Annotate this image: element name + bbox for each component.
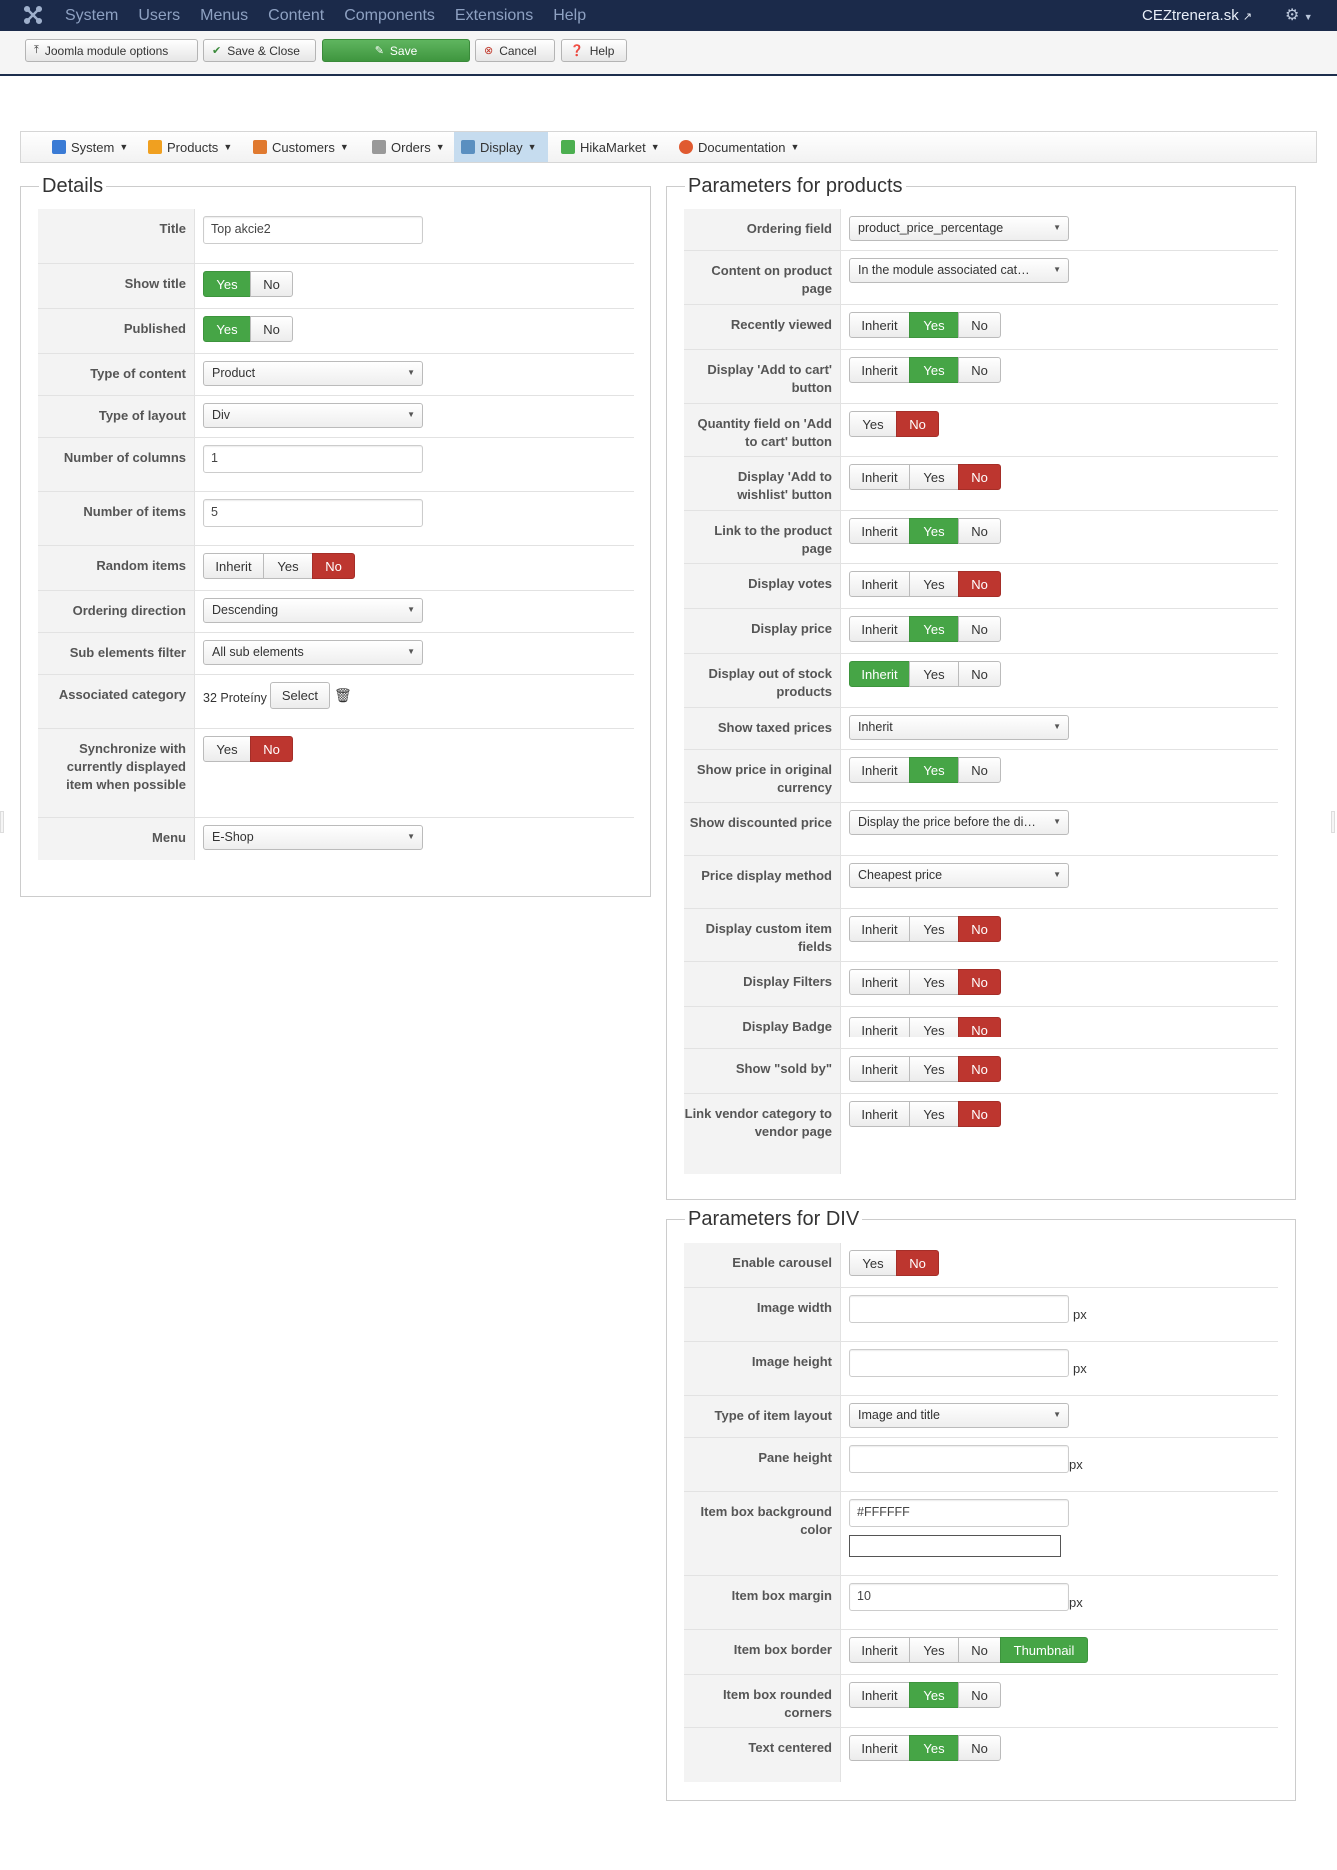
div-legend: Parameters for DIV [688,1208,860,1230]
no-button[interactable]: No [958,757,1001,783]
sold-by-toggle [849,1056,1270,1082]
tab-hikamarket[interactable] [554,132,667,162]
inherit-button[interactable]: Inherit [849,1637,910,1663]
bg-color-input[interactable]: #FFFFFF [849,1499,1069,1527]
row-price-method [684,856,1278,909]
row-centered [684,1728,1278,1782]
row-type-layout [38,396,634,438]
out-stock-label: Display out of stock products [684,654,841,707]
customers-icon [253,140,267,154]
save-close-button[interactable] [203,39,316,62]
thumbnail-button[interactable]: Thumbnail [1000,1637,1088,1663]
cancel-button[interactable] [475,39,555,62]
no-button[interactable]: No [250,271,293,297]
products-legend: Parameters for products [688,175,903,197]
row-bg-color [684,1492,1278,1576]
badge-label: Display Badge [684,1007,841,1048]
lifebuoy-icon [679,140,693,154]
row-border [684,1630,1278,1675]
discounted-select[interactable]: Display the price before the di… ▼ [849,810,1069,835]
orig-currency-toggle [849,757,1270,783]
price-label: Display price [684,609,841,653]
tab-display[interactable] [454,132,548,162]
row-title [38,209,634,264]
row-random [38,546,634,591]
qty-field-toggle [849,411,1270,437]
site-link[interactable] [1142,7,1252,24]
custom-fields-toggle [849,916,1270,942]
sold-by-label: Show "sold by" [684,1049,841,1093]
row-sub-filter [38,633,634,675]
row-num-columns [38,438,634,492]
menu-system[interactable]: System [65,7,119,24]
row-img-height [684,1342,1278,1396]
inherit-button[interactable]: Inherit [849,1735,910,1761]
row-pane-height [684,1438,1278,1492]
yes-button[interactable]: Yes [909,464,959,490]
synchronize-label: Synchronize with currently displayed item when possible [38,729,195,817]
row-badge [684,1007,1278,1049]
caret-icon: ▼ [223,142,233,152]
ordering-field-label: Ordering field [684,209,841,250]
row-synchronize [38,729,634,818]
row-menu [38,818,634,860]
recently-viewed-toggle [849,312,1270,338]
votes-label: Display votes [684,564,841,608]
bg-color-label: Item box background color [684,1492,841,1575]
row-taxed [684,708,1278,750]
no-button[interactable]: No [958,969,1001,995]
menu-users[interactable]: Users [138,7,181,24]
no-button[interactable]: No [250,316,293,342]
inherit-button[interactable]: Inherit [849,1101,910,1127]
yes-button[interactable]: Yes [203,271,251,297]
no-button[interactable]: No [896,411,939,437]
row-item-layout [684,1396,1278,1438]
pane-height-input[interactable] [849,1445,1069,1473]
ordering-field-select[interactable]: product_price_percentage ▼ [849,216,1069,241]
type-layout-label: Type of layout [38,396,195,437]
yes-button[interactable]: Yes [909,571,959,597]
content-page-select[interactable]: In the module associated cat… ▼ [849,258,1069,283]
yes-button[interactable]: Yes [909,1017,959,1037]
row-wishlist [684,457,1278,511]
row-custom-fields [684,909,1278,962]
toolbar [0,31,1337,76]
caret-icon: ▼ [650,142,660,152]
yes-button[interactable]: Yes [909,616,959,642]
tab-orders[interactable] [365,132,452,162]
hikashop-menu-bar [20,131,1317,163]
px-unit: px [1069,1457,1083,1472]
inherit-button[interactable]: Inherit [849,312,910,338]
menu-label: Menu [38,818,195,860]
published-toggle [203,316,626,342]
filters-toggle [849,969,1270,995]
yes-button[interactable]: Yes [909,1101,959,1127]
title-input[interactable]: Top akcie2 [203,216,423,244]
img-width-input[interactable] [849,1295,1069,1323]
no-button[interactable]: No [958,1017,1001,1037]
pane-height-label: Pane height [684,1438,841,1491]
yes-button[interactable]: Yes [909,969,959,995]
yes-button[interactable]: Yes [909,1056,959,1082]
tab-documentation[interactable] [672,132,806,162]
inherit-button[interactable]: Inherit [849,969,910,995]
row-link-vendor [684,1094,1278,1174]
left-edge-handle[interactable] [0,811,4,833]
item-layout-select[interactable]: Image and title ▼ [849,1403,1069,1428]
row-out-stock [684,654,1278,708]
inherit-button[interactable]: Inherit [849,464,910,490]
carousel-toggle [849,1250,1270,1276]
no-button[interactable]: No [250,736,293,762]
row-qty-field [684,404,1278,457]
no-button[interactable]: No [958,1682,1001,1708]
site-name: CEZtrenera.sk [1142,7,1239,24]
yes-button[interactable]: Yes [263,553,313,579]
select-category-button[interactable]: Select [270,682,330,709]
no-button[interactable]: No [958,1735,1001,1761]
row-discounted [684,803,1278,856]
no-button[interactable]: No [312,553,355,579]
hikamarket-icon [561,140,575,154]
border-label: Item box border [684,1630,841,1674]
top-nav-bar [0,0,1337,31]
row-add-cart [684,350,1278,404]
sub-filter-label: Sub elements filter [38,633,195,674]
no-button[interactable]: No [958,571,1001,597]
joomla-logo-icon[interactable] [22,5,44,25]
custom-fields-label: Display custom item fields [684,909,841,961]
module-options-label: Joomla module options [44,43,169,58]
img-height-label: Image height [684,1342,841,1395]
num-columns-input[interactable]: 1 [203,445,423,473]
row-orig-currency [684,750,1278,803]
no-button[interactable]: No [958,661,1001,687]
menu-extensions[interactable]: Extensions [454,7,534,24]
yes-button[interactable]: Yes [909,916,959,942]
inherit-button[interactable]: Inherit [203,553,264,579]
admin-menu [65,7,606,25]
centered-toggle [849,1735,1270,1761]
margin-input[interactable]: 10 [849,1583,1069,1611]
price-method-select[interactable]: Cheapest price ▼ [849,863,1069,888]
px-unit: px [1069,1595,1083,1610]
menu-components[interactable]: Components [344,7,435,24]
yes-button[interactable]: Yes [909,357,959,383]
trash-icon[interactable]: 🗑 [333,687,352,703]
row-published [38,309,634,354]
tab-label: Products [167,139,219,155]
row-link-product [684,511,1278,564]
link-product-label: Link to the product page [684,511,841,563]
add-cart-label: Display 'Add to cart' button [684,350,841,403]
tab-system[interactable] [45,132,135,162]
module-options-button[interactable] [25,39,198,62]
row-filters [684,962,1278,1007]
row-show-title [38,264,634,309]
edit-icon: ✎ [374,45,384,57]
help-label: Help [589,43,615,58]
row-associated-category [38,675,634,729]
synchronize-toggle [203,736,626,762]
px-unit: px [1073,1361,1087,1376]
yes-button[interactable]: Yes [203,736,251,762]
check-icon: ✔ [212,45,222,57]
yes-button[interactable]: Yes [849,1250,897,1276]
caret-icon: ▼ [339,142,349,152]
link-product-toggle [849,518,1270,544]
random-toggle [203,553,626,579]
rounded-label: Item box rounded corners [684,1675,841,1727]
type-layout-select[interactable]: Div ▼ [203,403,423,428]
centered-label: Text centered [684,1728,841,1782]
cancel-label: Cancel [499,43,537,58]
display-icon [461,140,475,154]
inherit-button[interactable]: Inherit [849,571,910,597]
filters-label: Display Filters [684,962,841,1006]
row-margin [684,1576,1278,1630]
color-swatch[interactable] [849,1535,1061,1557]
add-cart-toggle [849,357,1270,383]
tab-label: System [71,139,115,155]
img-width-label: Image width [684,1288,841,1341]
yes-button[interactable]: Yes [909,1735,959,1761]
no-button[interactable]: No [958,464,1001,490]
content-page-label: Content on product page [684,251,841,304]
row-sold-by [684,1049,1278,1094]
row-rounded [684,1675,1278,1728]
qty-field-label: Quantity field on 'Add to cart' button [684,404,841,456]
details-legend: Details [42,175,104,197]
orig-currency-label: Show price in original currency [684,750,841,802]
inherit-button[interactable]: Inherit [849,661,910,687]
inherit-button[interactable]: Inherit [849,518,910,544]
tab-customers[interactable] [246,132,356,162]
yes-button[interactable]: Yes [203,316,251,342]
type-content-select[interactable]: Product ▼ [203,361,423,386]
cancel-icon: ⊗ [484,45,494,57]
save-label: Save [389,43,418,58]
row-carousel [684,1243,1278,1288]
tab-label: Documentation [698,139,786,155]
tab-label: HikaMarket [580,139,646,155]
inherit-button[interactable]: Inherit [849,357,910,383]
inherit-button[interactable]: Inherit [849,616,910,642]
published-label: Published [38,309,195,353]
tab-products[interactable] [141,132,239,162]
no-button[interactable]: No [958,1056,1001,1082]
tab-label: Orders [391,139,431,155]
taxed-label: Show taxed prices [684,708,841,749]
wishlist-toggle [849,464,1270,490]
link-vendor-label: Link vendor category to vendor page [684,1094,841,1174]
menu-menus[interactable]: Menus [200,7,249,24]
external-link-icon: ↗ [1242,11,1253,23]
ordering-direction-select[interactable]: Descending ▼ [203,598,423,623]
row-img-width [684,1288,1278,1342]
num-items-input[interactable]: 5 [203,499,423,527]
help-button[interactable] [561,39,627,62]
out-stock-toggle [849,661,1270,687]
recently-viewed-label: Recently viewed [684,305,841,349]
yes-button[interactable]: Yes [909,1682,959,1708]
save-button[interactable] [322,39,470,62]
yes-button[interactable]: Yes [909,757,959,783]
row-ordering-field [684,209,1278,251]
tab-label: Display [480,139,523,155]
row-votes [684,564,1278,609]
tab-label: Customers [272,139,335,155]
title-label: Title [38,209,195,263]
img-height-input[interactable] [849,1349,1069,1377]
associated-category-label: Associated category [38,675,195,728]
border-toggle [849,1637,1270,1663]
gear-icon[interactable]: ⚙ ▼ [1285,7,1313,24]
no-button[interactable]: No [958,518,1001,544]
caret-icon: ▼ [527,142,537,152]
yes-button[interactable]: Yes [909,661,959,687]
yes-button[interactable]: Yes [909,312,959,338]
margin-label: Item box margin [684,1576,841,1629]
taxed-select[interactable]: Inherit ▼ [849,715,1069,740]
no-button[interactable]: No [958,1637,1001,1663]
votes-toggle [849,571,1270,597]
products-icon [148,140,162,154]
type-content-label: Type of content [38,354,195,395]
row-recently-viewed [684,305,1278,350]
no-button[interactable]: No [958,357,1001,383]
row-ordering-direction [38,591,634,633]
sub-filter-select[interactable]: All sub elements ▼ [203,640,423,665]
question-icon: ❓ [570,45,584,57]
inherit-button[interactable]: Inherit [849,1017,910,1037]
yes-button[interactable]: Yes [909,1637,959,1663]
associated-category-value: 32 Proteíny [203,691,267,705]
show-title-toggle [203,271,626,297]
orders-icon [372,140,386,154]
no-button[interactable]: No [958,312,1001,338]
inherit-button[interactable]: Inherit [849,916,910,942]
row-type-content [38,354,634,396]
random-label: Random items [38,546,195,590]
right-edge-handle[interactable] [1331,811,1335,833]
wishlist-label: Display 'Add to wishlist' button [684,457,841,510]
item-layout-label: Type of item layout [684,1396,841,1437]
no-button[interactable]: No [958,616,1001,642]
no-button[interactable]: No [958,1101,1001,1127]
yes-button[interactable]: Yes [849,411,897,437]
rounded-toggle [849,1682,1270,1708]
row-price [684,609,1278,654]
caret-icon: ▼ [435,142,445,152]
carousel-label: Enable carousel [684,1243,841,1287]
yes-button[interactable]: Yes [909,518,959,544]
upload-icon: ⤒ [34,44,39,56]
ordering-direction-label: Ordering direction [38,591,195,632]
menu-content[interactable]: Content [268,7,325,24]
no-button[interactable]: No [958,916,1001,942]
row-content-page [684,251,1278,305]
num-columns-label: Number of columns [38,438,195,491]
tools-icon [52,140,66,154]
menu-help[interactable]: Help [553,7,587,24]
discounted-label: Show discounted price [684,803,841,855]
caret-icon: ▼ [119,142,129,152]
no-button[interactable]: No [896,1250,939,1276]
px-unit: px [1073,1307,1087,1322]
num-items-label: Number of items [38,492,195,545]
row-num-items [38,492,634,546]
show-title-label: Show title [38,264,195,308]
link-vendor-toggle [849,1101,1270,1127]
badge-toggle [849,1017,1270,1037]
caret-icon: ▼ [790,142,800,152]
inherit-button[interactable]: Inherit [849,1056,910,1082]
save-close-label: Save & Close [227,43,300,58]
menu-select[interactable]: E-Shop ▼ [203,825,423,850]
price-method-label: Price display method [684,856,841,908]
inherit-button[interactable]: Inherit [849,1682,910,1708]
price-toggle [849,616,1270,642]
inherit-button[interactable]: Inherit [849,757,910,783]
